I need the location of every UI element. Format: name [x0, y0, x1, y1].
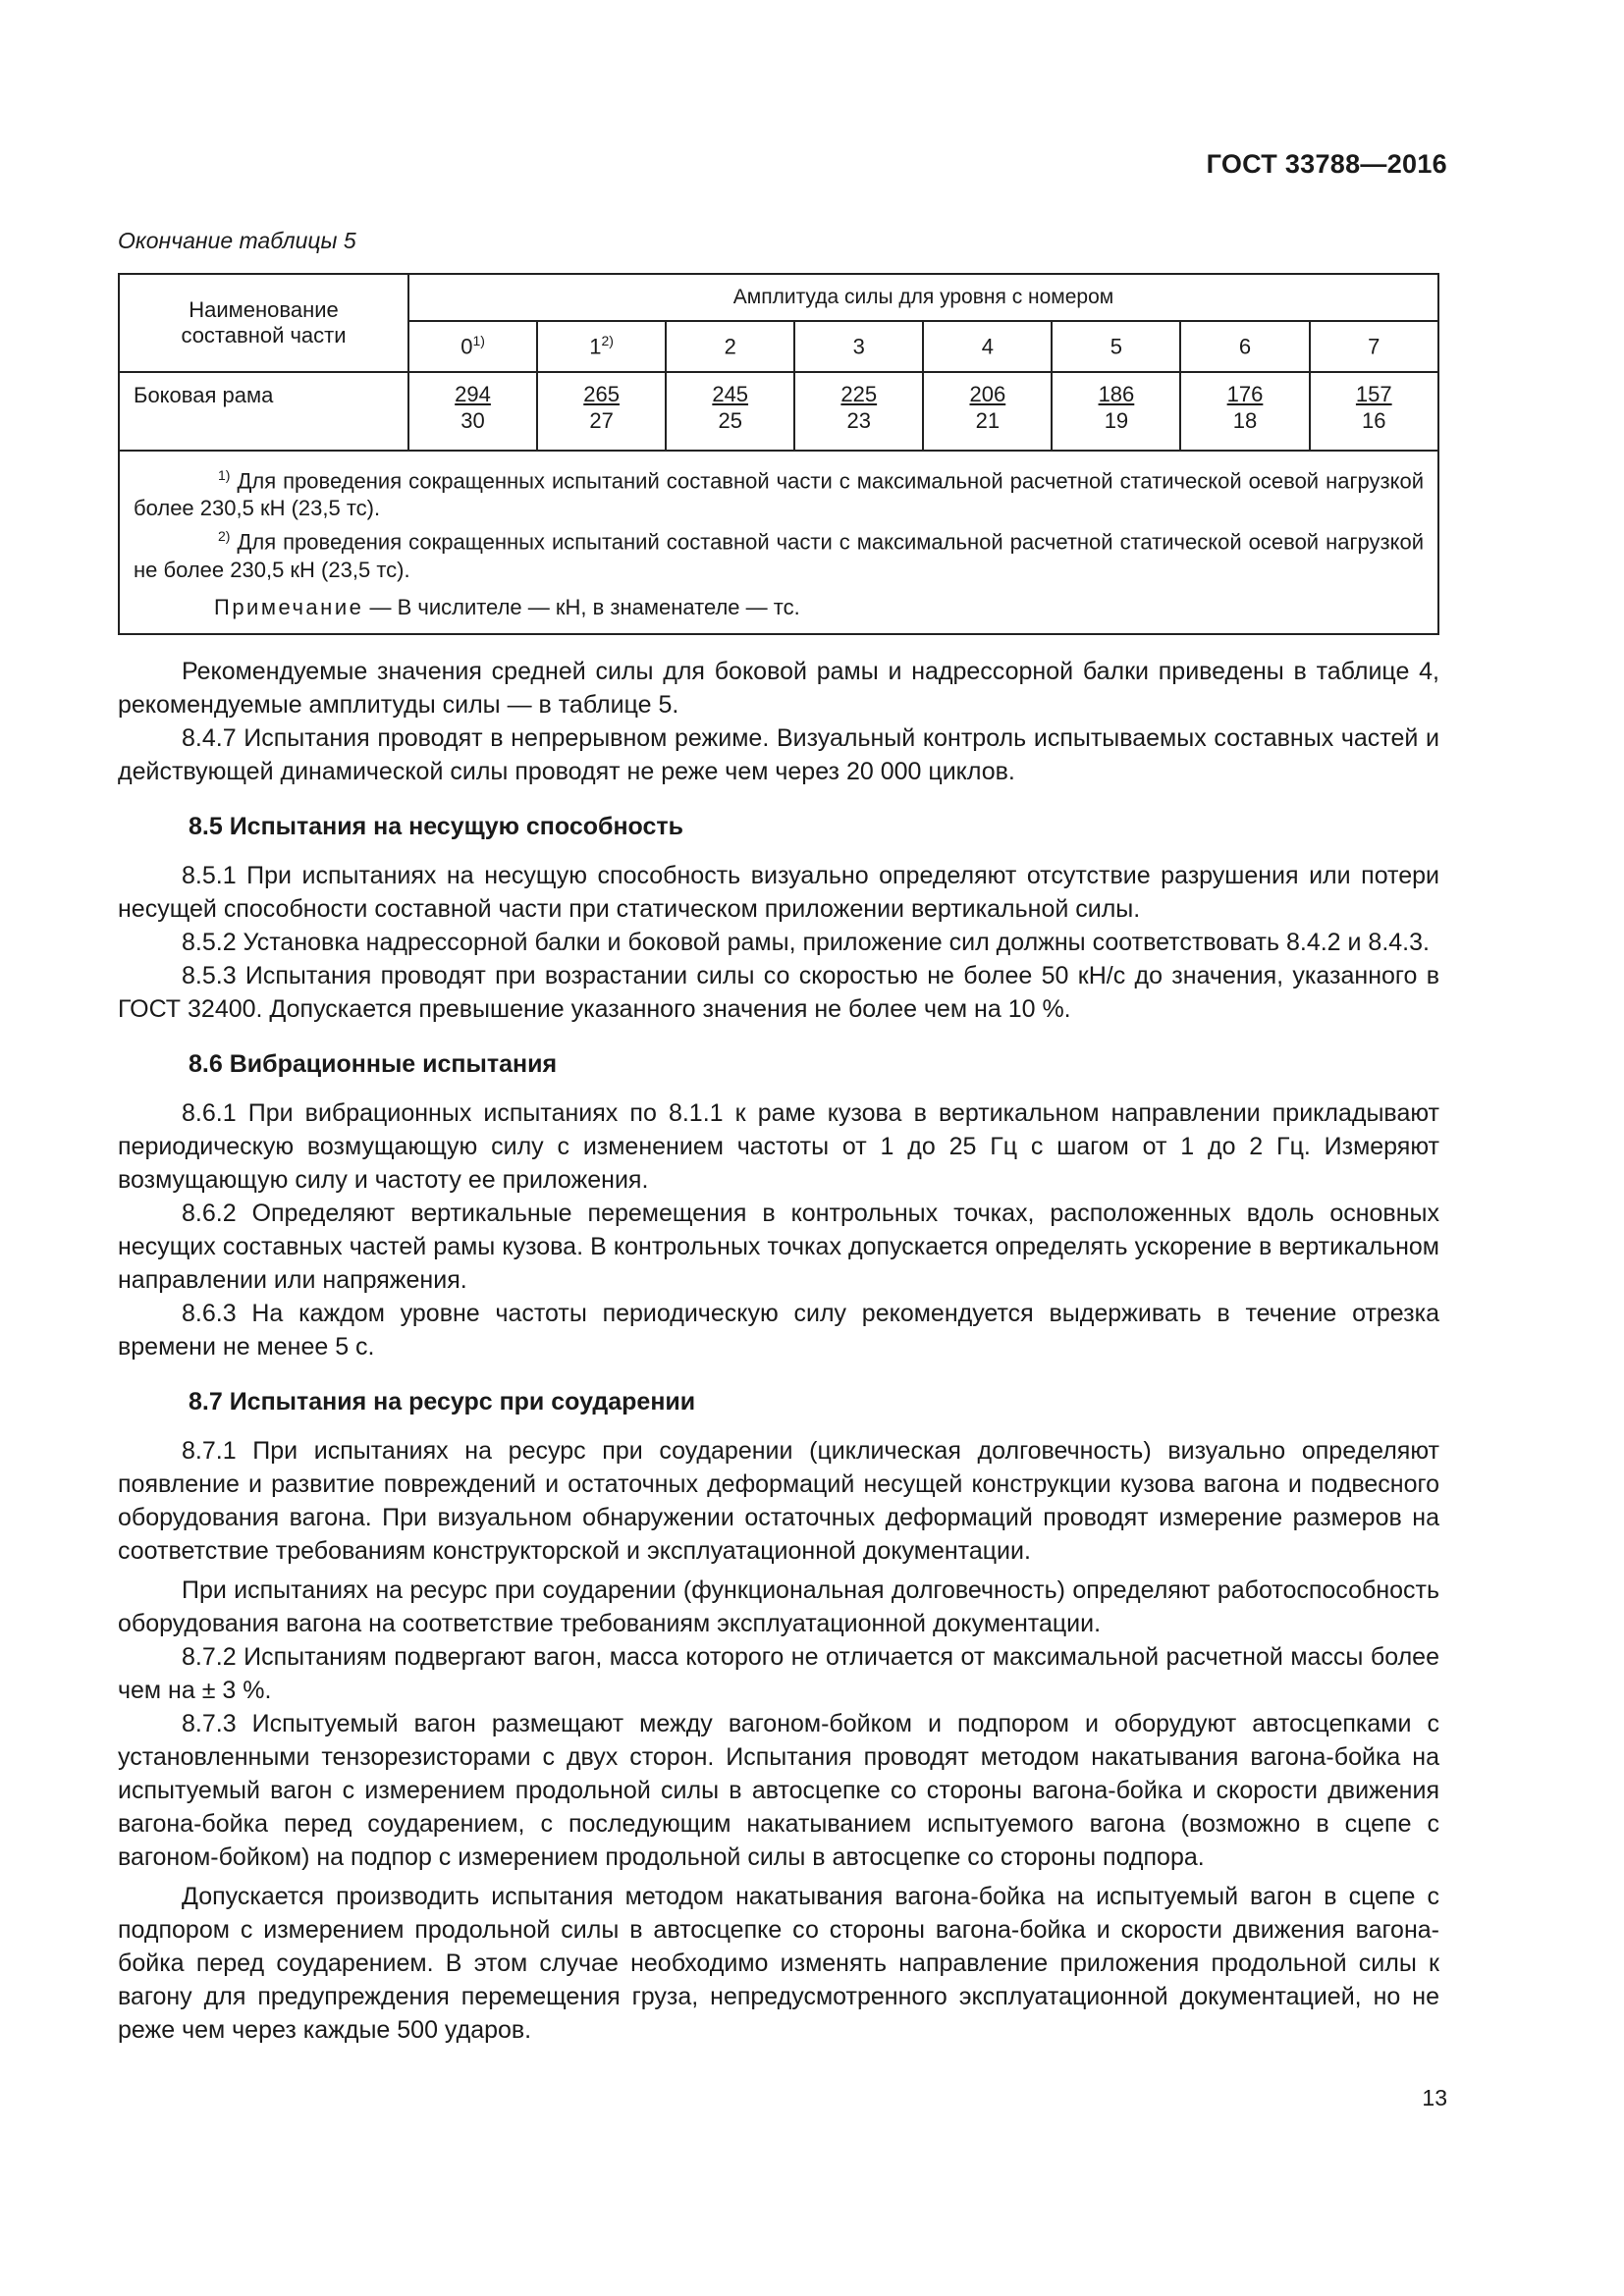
document-body [118, 655, 1439, 2047]
paragraph: 8.7.3 Испытуемый вагон размещают между вагоном-бойком и подпором и оборудуют автосцепками с установленными тензорезисторами с двух сторон. Испытания проводят методом накатывания вагона-бойка на испытуемый вагон с измерением продольной силы в автосцепке со стороны вагона-бойка и скорости движения вагона-бойка перед соударением, с последующим накатыванием испытуемого вагона (возможно в сцепе с вагоном-бойком) на подпор с измерением продольной силы в автосцепке со стороны подпора. [118, 1710, 1439, 1871]
table-row [119, 372, 1438, 451]
paragraph: 8.6.1 При вибрационных испытаниях по 8.1.1 к раме кузова в вертикальном направлении прикладывают периодическую возмущающую силу с изменением частоты от 1 до 25 Гц с шагом от 1 до 2 Гц. Измеряют возмущающую силу и частоту ее приложения. [118, 1099, 1439, 1194]
page-number: 13 [1422, 2085, 1447, 2110]
document-code: ГОСТ 33788—2016 [1206, 149, 1447, 179]
table-cell: 225 23 [794, 372, 923, 451]
section-heading: 8.7 Испытания на ресурс при соударении [189, 1388, 696, 1415]
paragraph: Допускается производить испытания методом накатывания вагона-бойка на испытуемый вагон в сцепе с подпором с измерением продольной силы в автосцепке со стороны вагона-бойка и скорости движения вагона-бойка перед соударением. В этом случае необходимо изменять направление приложения продольной силы к вагону для предупреждения перемещения груза, непредусмотренного эксплуатационной документацией, но не реже чем через каждые 500 ударов. [118, 1883, 1439, 2044]
table-cell: 206 21 [923, 372, 1052, 451]
paragraph: 8.5.3 Испытания проводят при возрастании силы со скоростью не более 50 кН/с до значения, указанного в ГОСТ 32400. Допускается превышение указанного значения не более чем на 10 %. [118, 962, 1439, 1023]
paragraph: 8.5.2 Установка надрессорной балки и боковой рамы, приложение сил должны соответствовать 8.4.2 и 8.4.3. [182, 929, 1430, 956]
paragraph: 8.7.2 Испытаниям подвергают вагон, масса которого не отличается от максимальной расчетной массы более чем на ± 3 %. [118, 1643, 1439, 1704]
footnote-2: $^{2)}$ Для проведения сокращенных испытаний составной части с максимальной расчетной статической осевой нагрузкой не более 230,5 кН (23,5 тс). [134, 528, 1424, 582]
level-header: 3 [794, 321, 923, 372]
table-caption: Окончание таблицы 5 [118, 228, 356, 253]
paragraph: Рекомендуемые значения средней силы для боковой рамы и надрессорной балки приведены в таблице 4, рекомендуемые амплитуды силы — в таблице 5. [118, 658, 1439, 719]
level-header: 6 [1180, 321, 1309, 372]
table-cell: 294 30 [408, 372, 537, 451]
section-heading: 8.5 Испытания на несущую способность [189, 813, 684, 840]
level-header: 4 [923, 321, 1052, 372]
section-heading: 8.6 Вибрационные испытания [189, 1050, 558, 1078]
table-cell: 176 18 [1180, 372, 1309, 451]
table-cell: 245 25 [666, 372, 794, 451]
row-name: Боковая рама [119, 372, 408, 451]
level-header: 0$^{1)}$ [408, 321, 537, 372]
amplitude-table [118, 273, 1439, 635]
level-header: 1$^{2)}$ [537, 321, 666, 372]
column-header-name [119, 274, 408, 372]
level-header: 5 [1052, 321, 1180, 372]
column-header-name-text: Наименование составной части [181, 297, 347, 347]
table-cell: 157 16 [1310, 372, 1438, 451]
footnote-1: $^{1)}$ Для проведения сокращенных испытаний составной части с максимальной расчетной статической осевой нагрузкой более 230,5 кН (23,5 тс). [134, 467, 1424, 521]
paragraph: При испытаниях на ресурс при соударении (функциональная долговечность) определяют работоспособность оборудования вагона на соответствие требованиям эксплуатационной документации. [118, 1576, 1439, 1637]
paragraph: 8.6.2 Определяют вертикальные перемещения в контрольных точках, расположенных вдоль основных несущих составных частей рамы кузова. В контрольных точках допускается определять ускорение в вертикальном направлении или напряжения. [118, 1200, 1439, 1294]
column-header-amplitude: Амплитуда силы для уровня с номером [408, 274, 1438, 321]
paragraph: 8.7.1 При испытаниях на ресурс при соударении (циклическая долговечность) визуально определяют появление и развитие повреждений и остаточных деформаций несущей конструкции кузова вагона и подвесного оборудования вагона. При визуальном обнаружении остаточных деформаций проводят измерение размеров на соответствие требованиям конструкторской и эксплуатационной документации. [118, 1437, 1439, 1565]
notes-row [119, 451, 1438, 634]
level-header: 7 [1310, 321, 1438, 372]
level-header: 2 [666, 321, 794, 372]
table-notes [119, 451, 1438, 634]
paragraph: 8.4.7 Испытания проводят в непрерывном режиме. Визуальный контроль испытываемых составных частей и действующей динамической силы проводят не реже чем через 20 000 циклов. [118, 724, 1439, 785]
table-note: Примечание — В числителе — кН, в знаменателе — тс. [214, 594, 800, 619]
paragraph: 8.5.1 При испытаниях на несущую способность визуально определяют отсутствие разрушения или потери несущей способности составной части при статическом приложении вертикальной силы. [118, 862, 1439, 923]
paragraph: 8.6.3 На каждом уровне частоты периодическую силу рекомендуется выдерживать в течение отрезка времени не менее 5 с. [118, 1300, 1439, 1361]
table-cell: 186 19 [1052, 372, 1180, 451]
table-cell: 265 27 [537, 372, 666, 451]
